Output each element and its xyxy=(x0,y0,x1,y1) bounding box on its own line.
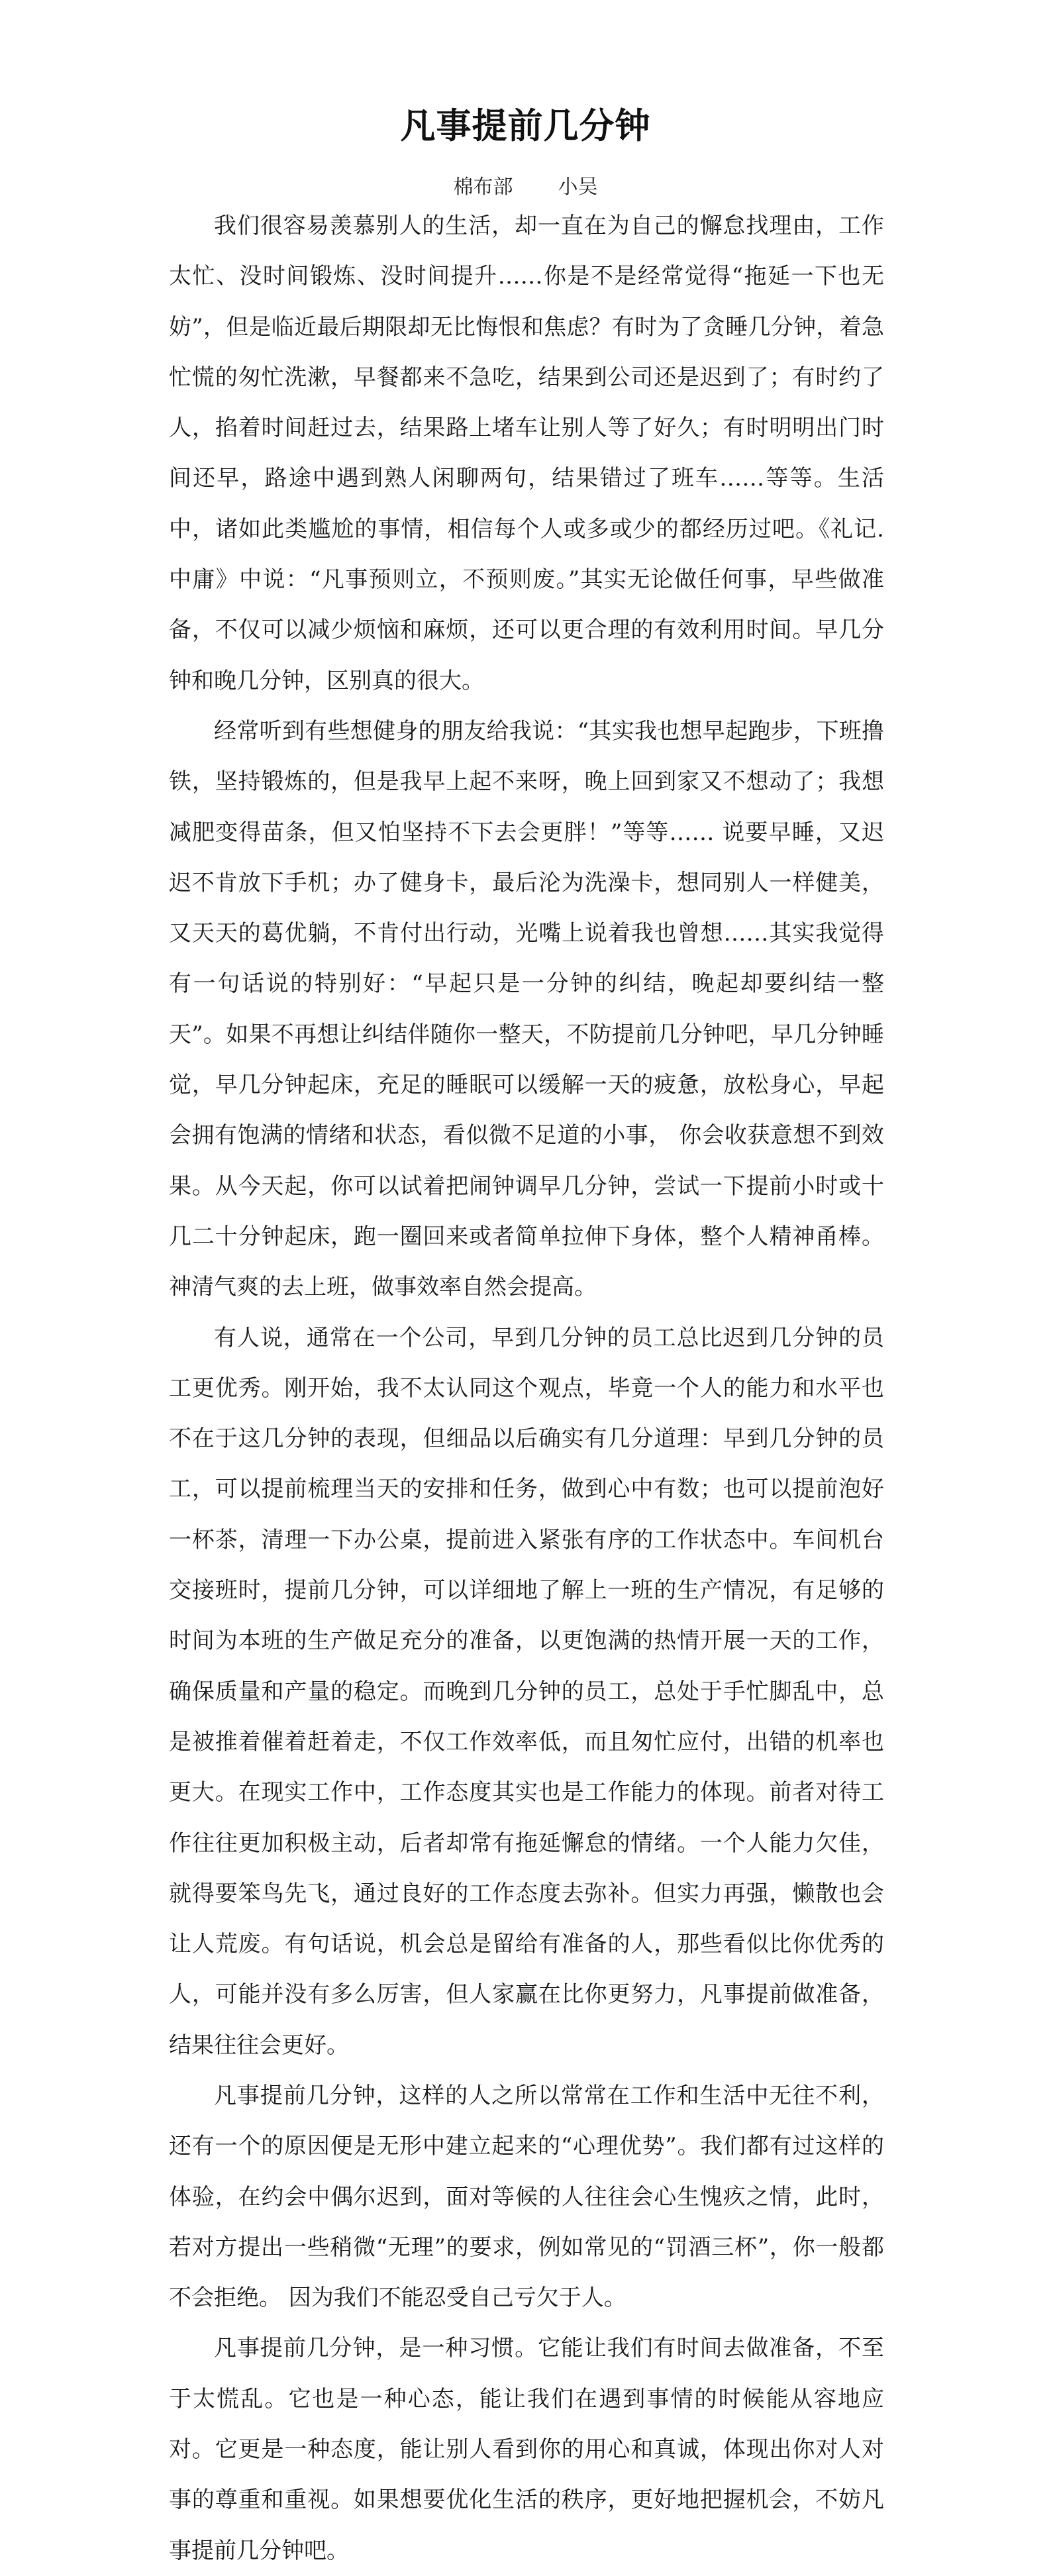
byline-author: 小吴 xyxy=(558,176,598,199)
paragraph: 有人说，通常在一个公司，早到几分钟的员工总比迟到几分钟的员工更优秀。刚开始，我不太认同这个观点，毕竟一个人的能力和水平也不在于这几分钟的表现，但细品以后确实有几分道理：早到几分钟的员工，可以提前梳理当天的安排和任务，做到心中有数；也可以提前泡好一杯茶，清理一下办公桌，提前进入紧张有序的工作状态中。车间机台交接班时，提前几分钟，可以详细地了解上一班的生产情况，有足够的时间为本班的生产做足充分的准备，以更饱满的热情开展一天的工作，确保质量和产量的稳定。而晚到几分钟的员工，总处于手忙脚乱中，总是被推着催着赶着走，不仅工作效率低，而且匆忙应付，出错的机率也更大。在现实工作中，工作态度其实也是工作能力的体现。前者对待工作往往更加积极主动，后者却常有拖延懈怠的情绪。一个人能力欠佳，就得要笨鸟先飞，通过良好的工作态度去弥补。但实力再强，懒散也会让人荒废。有句话说，机会总是留给有准备的人，那些看似比你优秀的人，可能并没有多么厉害，但人家赢在比你更努力，凡事提前做准备，结果往往会更好。 xyxy=(169,1324,884,2059)
paragraph: 凡事提前几分钟，是一种习惯。它能让我们有时间去做准备，不至于太慌乱。它也是一种心态，能让我们在遇到事情的时候能从容地应对。它更是一种态度，能让别人看到你的用心和真诚，体现出你对人对事的尊重和重视。如果想要优化生活的秩序，更好地把握机会，不妨凡事提前几分钟吧。 xyxy=(169,2335,884,2564)
paragraph: 凡事提前几分钟，这样的人之所以常常在工作和生活中无往不利，还有一个的原因便是无形中建立起来的“心理优势”。我们都有过这样的体验，在约会中偶尔迟到，面对等候的人往往会心生愧疚之情，此时，若对方提出一些稍微“无理”的要求，例如常见的“罚酒三杯”，你一般都不会拒绝。 因为我们不能忍受自己亏欠于人。 xyxy=(169,2082,884,2312)
article-title: 凡事提前几分钟 xyxy=(400,105,651,146)
paragraph: 我们很容易羡慕别人的生活，却一直在为自己的懈怠找理由，工作太忙、没时间锻炼、没时间提升……你是不是经常觉得“拖延一下也无妨”，但是临近最后期限却无比悔恨和焦虑？有时为了贪睡几分钟，着急忙慌的匆忙洗漱，早餐都来不急吃，结果到公司还是迟到了；有时约了人，掐着时间赶过去，结果路上堵车让别人等了好久；有时明明出门时间还早，路途中遇到熟人闲聊两句，结果错过了班车……等等。生活中，诸如此类尴尬的事情，相信每个人或多或少的都经历过吧。《礼记.中庸》中说：“凡事预则立，不预则废。”其实无论做任何事，早些做准备，不仅可以减少烦恼和麻烦，还可以更合理的有效利用时间。早几分钟和晚几分钟，区别真的很大。 xyxy=(169,213,884,694)
byline xyxy=(0,170,1051,199)
byline-department: 棉布部 xyxy=(453,176,513,199)
article-body xyxy=(169,201,884,2576)
paragraph: 经常听到有些想健身的朋友给我说：“其实我也想早起跑步，下班撸铁，坚持锻炼的，但是我早上起不来呀，晚上回到家又不想动了；我想减肥变得苗条，但又怕坚持不下去会更胖！”等等…… 说要早睡，又迟迟不肯放下手机；办了健身卡，最后沦为洗澡卡，想同别人一样健美，又天天的葛优躺，不肯付出行动，光嘴上说着我也曾想……其实我觉得有一句话说的特别好：“早起只是一分钟的纠结，晚起却要纠结一整天”。如果不再想让纠结伴随你一整天，不防提前几分钟吧，早几分钟睡觉，早几分钟起床，充足的睡眠可以缓解一天的疲惫，放松身心，早起会拥有饱满的情绪和状态，看似微不足道的小事， 你会收获意想不到效果。从今天起，你可以试着把闹钟调早几分钟，尝试一下提前小时或十几二十分钟起床，跑一圈回来或者简单拉伸下身体，整个人精神甬棒。神清气爽的去上班，做事效率自然会提高。 xyxy=(169,717,884,1301)
